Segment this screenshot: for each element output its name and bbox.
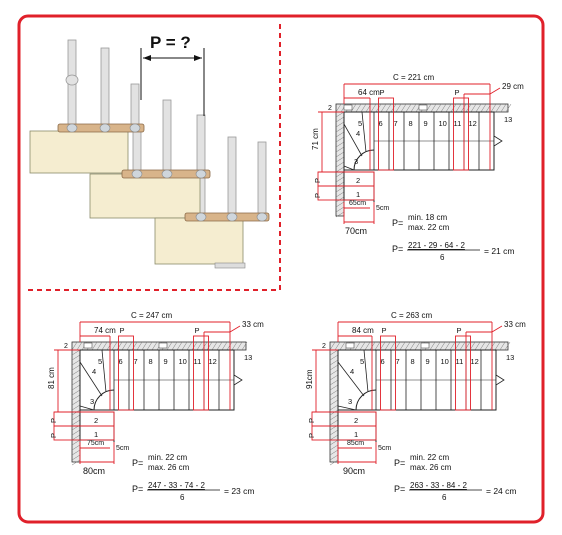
side-dim-label: 81 cm (47, 367, 56, 389)
top-dim-label: 74 cm (94, 326, 116, 335)
step-number: 3 (90, 397, 95, 406)
formula-numerator: 247 - 33 - 74 - 2 (148, 481, 205, 490)
p-equals: P= (394, 458, 406, 468)
step-number: 1 (354, 430, 359, 439)
c-length-label: C = 221 cm (393, 73, 435, 82)
baluster-knob (66, 75, 78, 85)
step-number: 10 (438, 119, 447, 128)
step-block-3 (155, 218, 243, 264)
bottom-total-label: 80cm (83, 466, 106, 476)
step-number: 5 (360, 357, 365, 366)
baluster (228, 137, 236, 219)
formula-denominator: 6 (440, 253, 445, 262)
formula-result: = 24 cm (486, 486, 517, 496)
p-marker-box (54, 426, 114, 440)
p-question-label: P = ? (150, 33, 191, 52)
corner-dim-label: 29 cm (502, 82, 524, 91)
p-range-min: min. 22 cm (410, 453, 450, 462)
step-number: 2 (356, 176, 361, 185)
bottom-total-label: 70cm (345, 226, 368, 236)
connector (132, 170, 142, 178)
winder-outline (338, 350, 376, 418)
level-label: 2 (64, 343, 68, 350)
step-number: 12 (468, 119, 477, 128)
step-block-2 (90, 174, 200, 218)
step-number: 4 (92, 367, 97, 376)
connector (196, 170, 206, 178)
step-number: 11 (453, 119, 462, 128)
formula-p: P= (132, 484, 144, 494)
formula-result: = 21 cm (484, 246, 515, 256)
p-arrow-right (194, 55, 202, 61)
step-number: 8 (148, 357, 153, 366)
step-number: 2 (94, 416, 99, 425)
p-marker-box (312, 412, 376, 426)
plan-bottom-right (305, 311, 526, 502)
bottom-small-label: 65cm (349, 200, 367, 207)
p-label: P (379, 88, 385, 97)
p-range-min: min. 22 cm (148, 453, 188, 462)
bottom-small-label: 75cm (87, 440, 105, 447)
step-number: 5 (98, 357, 103, 366)
formula-numerator: 263 - 33 - 84 - 2 (410, 481, 467, 490)
step-number: 13 (244, 353, 253, 362)
p-label: P (194, 326, 200, 335)
step-number: 13 (504, 115, 513, 124)
p-label: P (454, 88, 460, 97)
step-number: 10 (440, 357, 449, 366)
step-number: 12 (208, 357, 217, 366)
p-label: P (307, 432, 316, 438)
gap-label: 5cm (378, 445, 392, 452)
wall-marker (421, 343, 429, 348)
p-label: P (307, 417, 316, 423)
step-number: 7 (133, 357, 138, 366)
stair-illustration (30, 33, 269, 268)
p-marker-box (312, 426, 376, 440)
winder-line (344, 166, 354, 170)
p-label: P (119, 326, 125, 335)
connector (130, 124, 140, 132)
connector (257, 213, 267, 221)
step-number: 6 (380, 357, 385, 366)
direction-arrow (494, 136, 502, 146)
step-number: 4 (350, 367, 355, 376)
step-number: 8 (410, 357, 415, 366)
top-dim-label: 64 cm (358, 88, 380, 97)
step-number: 11 (455, 357, 464, 366)
corner-leader (230, 326, 240, 332)
step-number: 7 (395, 357, 400, 366)
side-dim-label: 71 cm (311, 128, 320, 150)
step-block-1 (30, 131, 128, 173)
step-number: 6 (378, 119, 383, 128)
winder-curve (94, 390, 114, 410)
corner-leader (492, 326, 502, 332)
gap-label: 5cm (116, 445, 130, 452)
side-dim-label: 91cm (305, 369, 314, 389)
step-number: 2 (354, 416, 359, 425)
winder-line (338, 406, 356, 410)
winder-line (362, 112, 366, 152)
baluster (258, 142, 266, 220)
p-range-max: max. 22 cm (408, 223, 450, 232)
top-dim-label: 84 cm (352, 326, 374, 335)
winder-line (80, 362, 102, 396)
p-arrow-left (143, 55, 151, 61)
foot-plate (215, 263, 245, 268)
connector (196, 213, 206, 221)
step-number: 13 (506, 353, 515, 362)
corner-dim-label: 33 cm (242, 320, 264, 329)
step-number: 8 (408, 119, 413, 128)
step-number: 5 (358, 119, 363, 128)
connector (162, 170, 172, 178)
p-label: P (381, 326, 387, 335)
step-number: 3 (348, 397, 353, 406)
step-number: 7 (393, 119, 398, 128)
connector (67, 124, 77, 132)
direction-arrow (234, 375, 242, 385)
plan-bottom-left (47, 311, 264, 502)
level-label: 2 (328, 105, 332, 112)
corner-leader (490, 88, 500, 94)
formula-p: P= (394, 484, 406, 494)
p-marker-box (318, 172, 374, 186)
winder-line (80, 406, 94, 410)
step-number: 4 (356, 129, 361, 138)
wall-marker (344, 105, 352, 110)
wall-marker (84, 343, 92, 348)
wall-marker (346, 343, 354, 348)
c-length-label: C = 247 cm (131, 311, 173, 320)
corner-dim-label: 33 cm (504, 320, 526, 329)
p-marker-box (54, 412, 114, 426)
baluster (197, 115, 205, 177)
formula-numerator: 221 - 29 - 64 - 2 (408, 241, 465, 250)
step-number: 9 (423, 119, 428, 128)
p-equals: P= (392, 218, 404, 228)
winder-line (102, 350, 106, 392)
baluster (131, 84, 139, 128)
step-number: 9 (163, 357, 168, 366)
connector (100, 124, 110, 132)
p-equals: P= (132, 458, 144, 468)
bottom-small-label: 85cm (347, 440, 365, 447)
formula-denominator: 6 (442, 493, 447, 502)
step-number: 1 (356, 190, 361, 199)
gap-label: 5cm (376, 205, 390, 212)
baluster (163, 100, 171, 175)
p-range-max: max. 26 cm (148, 463, 190, 472)
formula-result: = 23 cm (224, 486, 255, 496)
formula-p: P= (392, 244, 404, 254)
p-range-max: max. 26 cm (410, 463, 452, 472)
p-range-min: min. 18 cm (408, 213, 448, 222)
level-label: 2 (322, 343, 326, 350)
wall-marker (419, 105, 427, 110)
formula-denominator: 6 (180, 493, 185, 502)
step-number: 6 (118, 357, 123, 366)
wall-marker (159, 343, 167, 348)
step-number: 11 (193, 357, 202, 366)
c-length-label: C = 263 cm (391, 311, 433, 320)
p-label: P (313, 192, 322, 198)
plan-top-right (311, 73, 524, 262)
step-number: 12 (470, 357, 479, 366)
step-number: 1 (94, 430, 99, 439)
step-number: 9 (425, 357, 430, 366)
p-label: P (456, 326, 462, 335)
step-number: 10 (178, 357, 187, 366)
winder-curve (356, 390, 376, 410)
direction-arrow (496, 375, 504, 385)
p-label: P (49, 432, 58, 438)
connector (227, 213, 237, 221)
winder-line (364, 350, 368, 392)
p-marker-box (318, 186, 374, 200)
p-label: P (49, 417, 58, 423)
bottom-total-label: 90cm (343, 466, 366, 476)
baluster (101, 48, 109, 128)
p-label: P (313, 177, 322, 183)
step-number: 3 (354, 157, 359, 166)
